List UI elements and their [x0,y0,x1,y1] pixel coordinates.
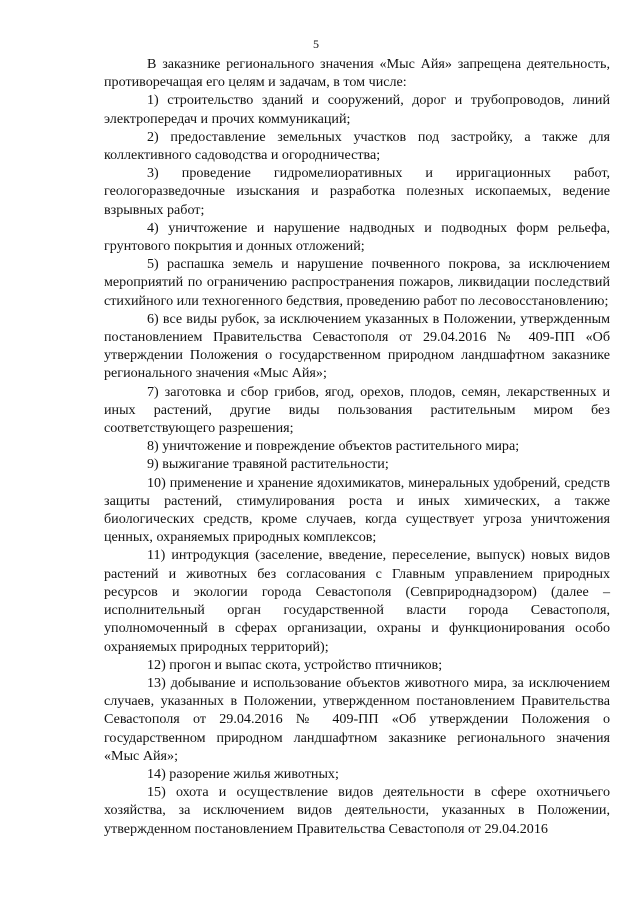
list-item-6: 6) все виды рубок, за исключением указанных в Положении, утвержденным постановлением Правительства Севастополя от 29.04.2016 № 409-ПП «Об утверждении Положения о государственном природном ландшафтном заказнике регионального значения «Мыс Айя»; [104,310,610,382]
list-item-13: 13) добывание и использование объектов животного мира, за исключением случаев, указанных в Положении, утвержденном постановлением Правительства Севастополя от 29.04.2016 № 409-ПП «Об утверждении Положения о государственном природном ландшафтном заказнике регионального значения «Мыс Айя»; [104,674,610,764]
list-item-10: 10) применение и хранение ядохимикатов, минеральных удобрений, средств защиты растений, стимулирования роста и иных химических, а также биологических средств, кроме случаев, когда существует угроза уничтожения ценных, охраняемых природных комплексов; [104,474,610,546]
list-item-9: 9) выжигание травяной растительности; [147,456,389,473]
list-item-1: 1) строительство зданий и сооружений, дорог и трубопроводов, линий электропередач и прочих коммуникаций; [104,92,610,127]
list-item-7: 7) заготовка и сбор грибов, ягод, орехов, плодов, семян, лекарственных и иных растений, другие виды пользования растительным миром без соответствующего разрешения; [104,383,610,437]
list-item-4: 4) уничтожение и нарушение надводных и подводных форм рельефа, грунтового покрытия и донных отложений; [104,219,610,255]
list-item-3: 3) проведение гидромелиоративных и ирригационных работ, геологоразведочные изыскания и разработка полезных ископаемых, ведение взрывных работ; [104,165,610,218]
list-item-14: 14) разорение жилья животных; [147,765,339,782]
list-item-5: 5) распашка земель и нарушение почвенного покрова, за исключением мероприятий по ограничению распространения пожаров, ликвидации последствий стихийного или техногенного бедствия, проведению работ по лесовосстановлению; [104,256,610,309]
list-item-12: 12) прогон и выпас скота, устройство птичников; [147,656,443,673]
page-number: 5 [313,37,319,51]
list-item-15: 15) охота и осуществление видов деятельности в сфере охотничьего хозяйства, за исключением видов деятельности, указанных в Положении, утвержденном постановлением Правительства Севастополя от 29.04.2016 [104,784,610,837]
list-item-8: 8) уничтожение и повреждение объектов растительного мира; [147,438,520,455]
document-body [104,55,610,838]
list-item-2: 2) предоставление земельных участков под застройку, а также для коллективного садоводства и огородничества; [104,128,610,164]
list-item-11: 11) интродукция (заселение, введение, переселение, выпуск) новых видов растений и животных без согласования с Главным управлением природных ресурсов и экологии города Севастополя (Севприроднадзором) (далее – исполнительный орган государственной власти города Севастополя, уполномоченный в сферах организации, охраны и функционирования особо охраняемых природных территорий); [104,547,610,655]
intro-paragraph: В заказнике регионального значения «Мыс Айя» запрещена деятельность, противоречащая его целям и задачам, в том числе: [104,56,610,91]
